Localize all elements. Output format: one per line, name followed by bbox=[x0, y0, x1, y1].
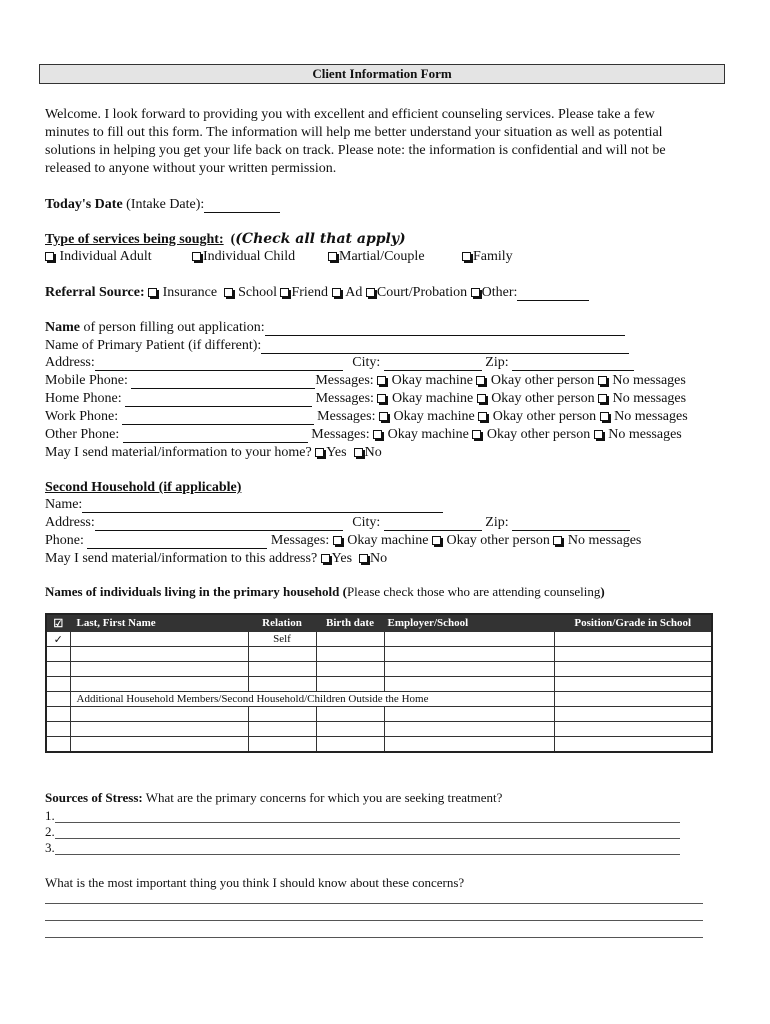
birthdate-cell[interactable] bbox=[316, 647, 384, 662]
home-phone-row bbox=[45, 391, 686, 407]
important-line-2[interactable] bbox=[45, 920, 703, 921]
no-messages-label: No messages bbox=[612, 373, 686, 388]
second-household-heading: Second Household (if applicable) bbox=[45, 480, 242, 495]
position-cell[interactable] bbox=[554, 692, 712, 707]
okay-machine-label: Okay machine bbox=[391, 373, 473, 388]
okay-other-label: Okay other person bbox=[486, 427, 591, 442]
checkbox-icon[interactable] bbox=[594, 430, 603, 439]
household-heading-close: ) bbox=[600, 584, 605, 599]
additional-members-label: Additional Household Members/Second Household/Children Outside the Home bbox=[70, 692, 554, 707]
okay-machine-label: Okay machine bbox=[387, 427, 469, 442]
household-heading-bold: Names of individuals living in the primary household ( bbox=[45, 584, 347, 599]
intake-date-label: (Intake Date): bbox=[126, 197, 205, 212]
name-label: Name bbox=[45, 320, 80, 335]
second-zip-field[interactable] bbox=[512, 517, 630, 531]
table-row bbox=[46, 647, 712, 662]
referral-option-friend: Friend bbox=[291, 285, 329, 300]
second-name-field[interactable] bbox=[82, 499, 443, 513]
stress-item-2: 2. bbox=[45, 824, 55, 839]
check-cell[interactable] bbox=[46, 707, 70, 722]
checkbox-icon[interactable] bbox=[45, 252, 54, 261]
birthdate-cell[interactable] bbox=[316, 662, 384, 677]
birthdate-cell[interactable] bbox=[316, 632, 384, 647]
primary-patient-label: Name of Primary Patient (if different): bbox=[45, 338, 262, 353]
checkbox-icon[interactable] bbox=[315, 448, 324, 457]
checkbox-icon[interactable] bbox=[432, 536, 441, 545]
checkbox-icon[interactable] bbox=[359, 554, 368, 563]
second-address-row bbox=[45, 515, 630, 531]
referral-row bbox=[45, 285, 589, 301]
relation-cell: Self bbox=[248, 632, 316, 647]
table-row bbox=[46, 692, 712, 707]
position-cell[interactable] bbox=[554, 662, 712, 677]
second-phone-field[interactable] bbox=[87, 535, 267, 549]
work-phone-label: Work Phone: bbox=[45, 409, 119, 424]
position-cell[interactable] bbox=[554, 722, 712, 737]
relation-cell[interactable] bbox=[248, 722, 316, 737]
household-heading-plain: Please check those who are attending counseling bbox=[346, 584, 601, 599]
mobile-phone-field[interactable] bbox=[131, 375, 315, 389]
position-cell[interactable] bbox=[554, 737, 712, 753]
intake-date-field[interactable] bbox=[204, 199, 280, 213]
services-heading: Type of services being sought: bbox=[45, 232, 224, 247]
checkbox-icon[interactable] bbox=[377, 394, 386, 403]
referral-option-school: School bbox=[238, 285, 277, 300]
service-option-label: Family bbox=[473, 249, 513, 264]
messages-label: Messages: bbox=[317, 409, 376, 424]
name-label-rest: of person filling out application: bbox=[83, 320, 265, 335]
home-phone-field[interactable] bbox=[125, 393, 312, 407]
birthdate-cell[interactable] bbox=[316, 722, 384, 737]
intro-line: minutes to fill out this form. The information will help me better understand your situation as well as potential bbox=[45, 125, 663, 140]
okay-other-label: Okay other person bbox=[491, 391, 595, 406]
table-row bbox=[46, 662, 712, 677]
second-name-row bbox=[45, 497, 443, 513]
applicant-name-row bbox=[45, 320, 625, 336]
table-row bbox=[46, 677, 712, 692]
relation-cell[interactable] bbox=[248, 662, 316, 677]
no-messages-label: No messages bbox=[567, 533, 642, 548]
mobile-phone-row bbox=[45, 373, 686, 389]
form-title: Client Information Form bbox=[39, 64, 725, 84]
checkbox-icon[interactable] bbox=[280, 288, 289, 297]
important-question: What is the most important thing you think I should know about these concerns? bbox=[45, 875, 465, 890]
checkbox-icon[interactable] bbox=[366, 288, 375, 297]
no-label: No bbox=[370, 551, 388, 566]
services-heading-row: Type of services being sought: ((Check all that apply) bbox=[45, 231, 406, 247]
position-cell[interactable] bbox=[554, 677, 712, 692]
check-cell[interactable] bbox=[46, 737, 70, 753]
check-cell[interactable]: ✓ bbox=[46, 632, 70, 647]
stress-question: What are the primary concerns for which you are seeking treatment? bbox=[145, 790, 503, 805]
todays-date-row bbox=[45, 197, 280, 213]
zip-label: Zip: bbox=[485, 355, 509, 370]
checkbox-icon[interactable] bbox=[332, 288, 341, 297]
second-address-field[interactable] bbox=[95, 517, 343, 531]
service-option-child[interactable] bbox=[192, 249, 295, 265]
stress-label: Sources of Stress: bbox=[45, 790, 143, 805]
referral-option-insurance: Insurance bbox=[162, 285, 218, 300]
table-row bbox=[46, 632, 712, 647]
checkbox-icon[interactable] bbox=[472, 430, 481, 439]
second-city-label: City: bbox=[352, 515, 381, 530]
name-cell[interactable] bbox=[70, 677, 248, 692]
relation-cell[interactable] bbox=[248, 677, 316, 692]
checkbox-icon[interactable] bbox=[476, 376, 485, 385]
check-cell[interactable] bbox=[46, 692, 70, 707]
check-cell[interactable] bbox=[46, 722, 70, 737]
employer-cell[interactable] bbox=[384, 737, 554, 753]
no-messages-label: No messages bbox=[612, 391, 687, 406]
check-cell[interactable] bbox=[46, 647, 70, 662]
zip-field[interactable] bbox=[512, 357, 634, 371]
no-messages-label: No messages bbox=[608, 427, 682, 442]
okay-machine-label: Okay machine bbox=[393, 409, 475, 424]
address-field[interactable] bbox=[95, 357, 343, 371]
checkbox-icon[interactable] bbox=[471, 288, 480, 297]
checkbox-icon[interactable] bbox=[600, 412, 609, 421]
checkbox-icon[interactable] bbox=[328, 252, 337, 261]
okay-other-label: Okay other person bbox=[490, 373, 595, 388]
employer-column-header: Employer/School bbox=[384, 614, 554, 632]
checkbox-icon[interactable] bbox=[321, 554, 330, 563]
stress-line-2[interactable] bbox=[55, 838, 680, 839]
position-column-header: Position/Grade in School bbox=[554, 614, 712, 632]
other-phone-label: Other Phone: bbox=[45, 427, 120, 442]
name-cell[interactable] bbox=[70, 707, 248, 722]
second-phone-row bbox=[45, 533, 641, 549]
employer-cell[interactable] bbox=[384, 632, 554, 647]
stress-line-1[interactable] bbox=[55, 822, 680, 823]
service-option-label: Martial/Couple bbox=[339, 249, 425, 264]
birthdate-cell[interactable] bbox=[316, 737, 384, 753]
address-row bbox=[45, 355, 634, 371]
table-row bbox=[46, 737, 712, 753]
yes-label: Yes bbox=[326, 445, 347, 460]
okay-other-label: Okay other person bbox=[492, 409, 597, 424]
send-home-question: May I send material/information to your home? bbox=[45, 445, 312, 460]
messages-label: Messages: bbox=[315, 373, 374, 388]
name-cell[interactable] bbox=[70, 662, 248, 677]
intro-paragraph bbox=[45, 106, 666, 178]
no-messages-label: No messages bbox=[614, 409, 688, 424]
applicant-name-field[interactable] bbox=[265, 322, 625, 336]
checkbox-icon[interactable] bbox=[598, 394, 607, 403]
name-column-header: Last, First Name bbox=[70, 614, 248, 632]
checkbox-icon[interactable] bbox=[333, 536, 342, 545]
employer-cell[interactable] bbox=[384, 647, 554, 662]
table-row bbox=[46, 722, 712, 737]
service-option-label: Individual Adult bbox=[59, 249, 152, 264]
checkbox-icon[interactable] bbox=[379, 412, 388, 421]
referral-option-other: Other: bbox=[481, 285, 518, 300]
second-name-label: Name: bbox=[45, 497, 83, 512]
table-row bbox=[46, 707, 712, 722]
name-cell[interactable] bbox=[70, 737, 248, 753]
intro-line: released to anyone without your written permission. bbox=[45, 161, 337, 176]
table-header-row bbox=[46, 614, 712, 632]
checkbox-icon[interactable] bbox=[377, 376, 386, 385]
address-label: Address: bbox=[45, 355, 95, 370]
referral-option-ad: Ad bbox=[345, 285, 363, 300]
relation-cell[interactable] bbox=[248, 707, 316, 722]
employer-cell[interactable] bbox=[384, 677, 554, 692]
second-city-field[interactable] bbox=[384, 517, 482, 531]
service-option-family[interactable] bbox=[462, 249, 513, 265]
send-address-row bbox=[45, 551, 387, 567]
messages-label: Messages: bbox=[311, 427, 370, 442]
stress-item-3: 3. bbox=[45, 840, 55, 855]
service-option-couple[interactable] bbox=[328, 249, 425, 265]
checkbox-icon[interactable] bbox=[354, 448, 363, 457]
employer-cell[interactable] bbox=[384, 722, 554, 737]
city-field[interactable] bbox=[384, 357, 482, 371]
stress-question-row bbox=[45, 790, 502, 806]
stress-item-1: 1. bbox=[45, 808, 55, 823]
name-cell[interactable] bbox=[70, 647, 248, 662]
relation-cell[interactable] bbox=[248, 737, 316, 753]
send-address-question: May I send material/information to this address? bbox=[45, 551, 318, 566]
mobile-phone-label: Mobile Phone: bbox=[45, 373, 128, 388]
second-phone-label: Phone: bbox=[45, 533, 84, 548]
other-phone-field[interactable] bbox=[123, 429, 308, 443]
household-table bbox=[45, 613, 713, 753]
home-phone-label: Home Phone: bbox=[45, 391, 122, 406]
checkbox-icon[interactable] bbox=[598, 376, 607, 385]
messages-label: Messages: bbox=[315, 391, 374, 406]
relation-cell[interactable] bbox=[248, 647, 316, 662]
check-cell[interactable] bbox=[46, 677, 70, 692]
checkbox-icon[interactable] bbox=[148, 288, 157, 297]
position-cell[interactable] bbox=[554, 647, 712, 662]
checkbox-icon[interactable] bbox=[373, 430, 382, 439]
employer-cell[interactable] bbox=[384, 707, 554, 722]
second-zip-label: Zip: bbox=[485, 515, 509, 530]
household-heading bbox=[45, 584, 605, 600]
name-cell[interactable] bbox=[70, 722, 248, 737]
birthdate-cell[interactable] bbox=[316, 707, 384, 722]
birthdate-column-header: Birth date bbox=[316, 614, 384, 632]
check-column-header: ☑ bbox=[46, 614, 70, 632]
primary-patient-field[interactable] bbox=[261, 340, 629, 354]
intro-line: Welcome. I look forward to providing you with excellent and efficient counseling services. Please take a few bbox=[45, 107, 655, 122]
checkbox-icon[interactable] bbox=[477, 394, 486, 403]
okay-other-label: Okay other person bbox=[446, 533, 550, 548]
referral-other-field[interactable] bbox=[517, 287, 589, 301]
city-label: City: bbox=[352, 355, 381, 370]
relation-column-header: Relation bbox=[248, 614, 316, 632]
second-address-label: Address: bbox=[45, 515, 95, 530]
checkbox-icon[interactable] bbox=[462, 252, 471, 261]
yes-label: Yes bbox=[331, 551, 353, 566]
checkbox-icon[interactable] bbox=[224, 288, 233, 297]
work-phone-field[interactable] bbox=[122, 411, 314, 425]
okay-machine-label: Okay machine bbox=[391, 391, 474, 406]
intro-line: solutions in helping you get your life back on track. Please note: the information is confidential and will not be bbox=[45, 143, 666, 158]
stress-line-3[interactable] bbox=[55, 854, 680, 855]
referral-label: Referral Source: bbox=[45, 285, 145, 300]
position-cell[interactable] bbox=[554, 632, 712, 647]
send-home-row bbox=[45, 445, 382, 461]
important-line-1[interactable] bbox=[45, 903, 703, 904]
work-phone-row bbox=[45, 409, 688, 425]
employer-cell[interactable] bbox=[384, 662, 554, 677]
no-label: No bbox=[364, 445, 382, 460]
messages-label: Messages: bbox=[270, 533, 330, 548]
important-line-3[interactable] bbox=[45, 937, 703, 938]
service-option-label: Individual Child bbox=[203, 249, 296, 264]
position-cell[interactable] bbox=[554, 707, 712, 722]
services-hint: (Check all that apply) bbox=[235, 231, 406, 247]
okay-machine-label: Okay machine bbox=[347, 533, 429, 548]
todays-date-label: Today's Date bbox=[45, 197, 123, 212]
primary-patient-row bbox=[45, 338, 629, 354]
referral-option-court: Court/Probation bbox=[376, 285, 468, 300]
checkbox-icon[interactable] bbox=[553, 536, 562, 545]
birthdate-cell[interactable] bbox=[316, 677, 384, 692]
checkbox-icon[interactable] bbox=[478, 412, 487, 421]
service-option-adult[interactable] bbox=[45, 249, 152, 265]
other-phone-row bbox=[45, 427, 682, 443]
check-cell[interactable] bbox=[46, 662, 70, 677]
checkbox-icon[interactable] bbox=[192, 252, 201, 261]
name-cell[interactable] bbox=[70, 632, 248, 647]
